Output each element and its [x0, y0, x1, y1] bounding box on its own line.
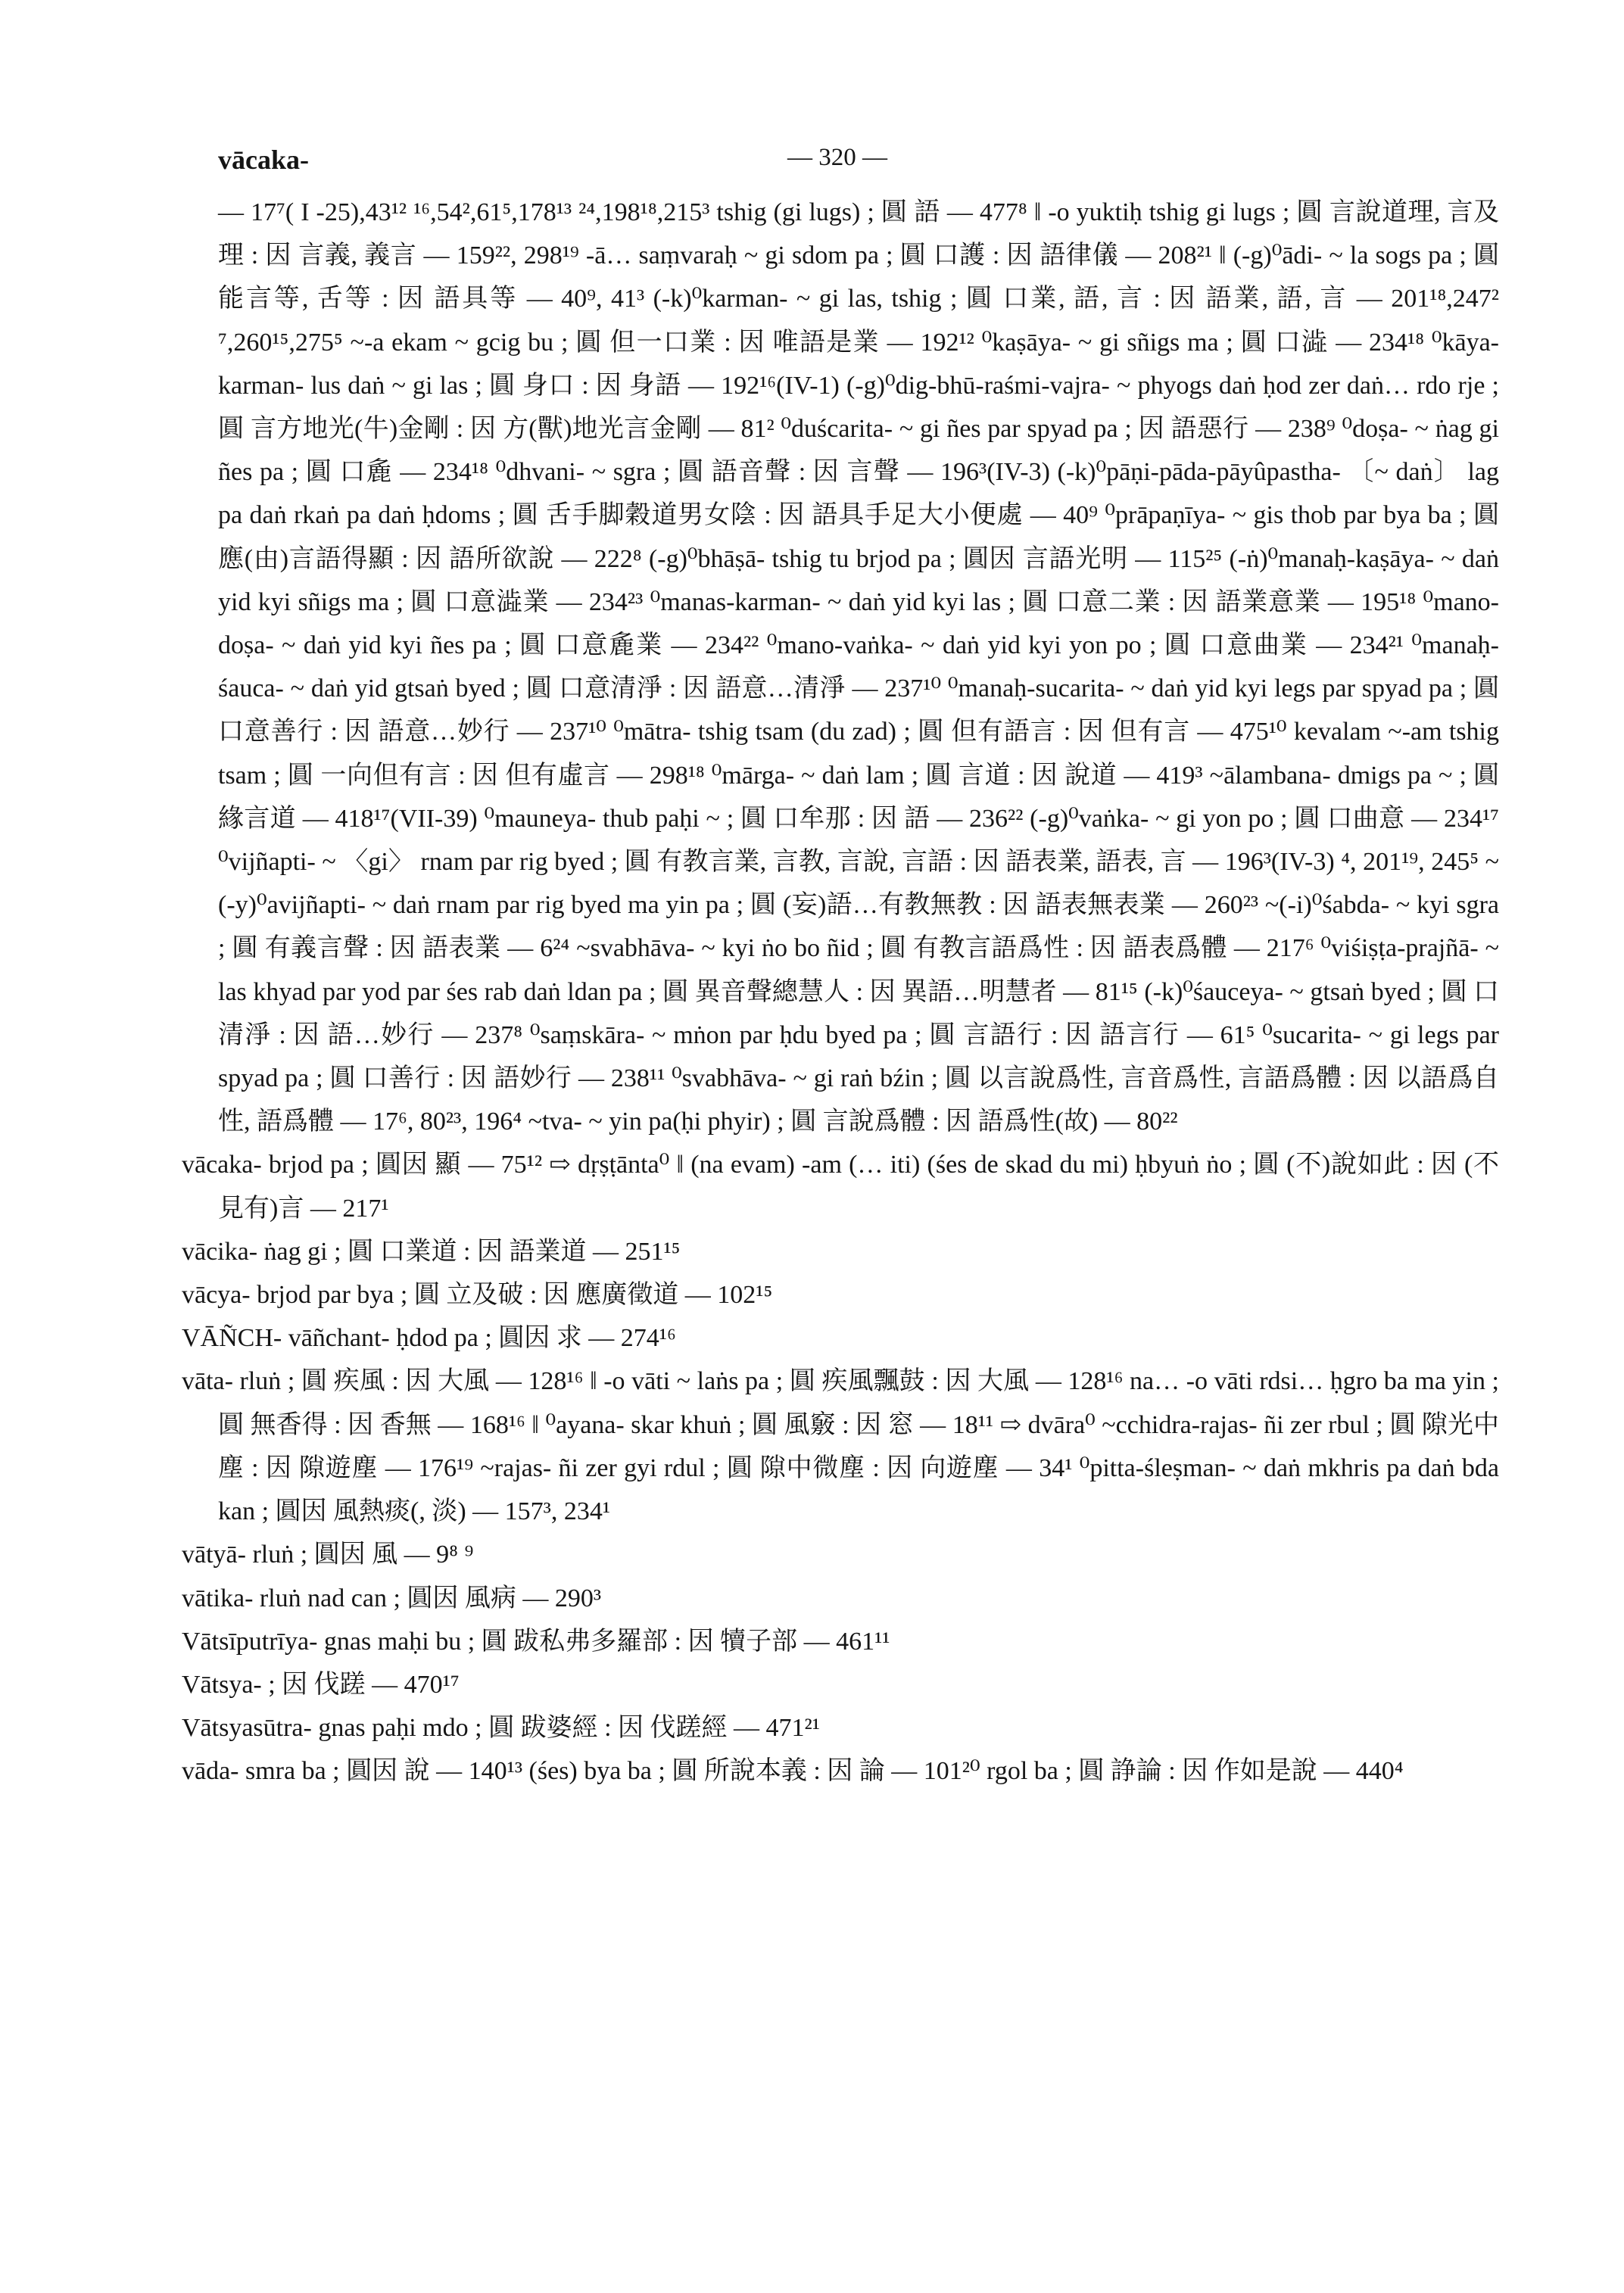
dictionary-body	[182, 191, 1499, 1793]
dictionary-entry: vātyā- rluṅ ; 圓因 風 — 9⁸ ⁹	[182, 1541, 474, 1569]
dictionary-entry: VĀÑCH- vāñchant- ḥdod pa ; 圓因 求 — 274¹⁶	[182, 1324, 676, 1353]
dictionary-entry: Vātsīputrīya- gnas maḥi bu ; 圓 跋私弗多羅部 : 因 犢子部 — 461¹¹	[182, 1627, 890, 1656]
running-head: vācaka-	[218, 145, 309, 175]
dictionary-entry: vāda- smra ba ; 圓因 說 — 140¹³ (śes) bya ba ; 圓 所說本義 : 因 論 — 101²⁰ rgol ba ; 圓 諍論 : 因 作如是說 — 440⁴	[182, 1757, 1404, 1786]
dictionary-entry: — 17⁷( I -25),43¹² ¹⁶,54²,61⁵,178¹³ ²⁴,198¹⁸,215³ tshig (gi lugs) ; 圓 語 — 477⁸ ‖ -o yuktiḥ tshig gi lugs ; 圓 言說道理, 言及理 : 因 言義, 義言 — 159²², 298¹⁹ -ā… saṃvaraḥ ~ gi sdom pa ; 圓 口護 : 因 語律儀 — 208²¹ ‖ (-g)⁰ādi- ~ la sogs pa ; 圓 能言等, 舌等 : 因 語具等 — 40⁹, 41³ (-k)⁰karman- ~ gi las, tshig ; 圓 口業, 語, 言 : 因 語業, 語, 言 — 201¹⁸,247² ⁷,260¹⁵,275⁵ ~-a ekam ~ gcig bu ; 圓 但一口業 : 因 唯語是業 — 192¹² ⁰kaṣāya- ~ gi sñigs ma ; 圓 口澁 — 234¹⁸ ⁰kāya-karman- lus daṅ ~ gi las ; 圓 身口 : 因 身語 — 192¹⁶(IV-1) (-g)⁰dig-bhū-raśmi-vajra- ~ phyogs daṅ ḥod zer daṅ… rdo rje ; 圓 言方地光(牛)金剛 : 因 方(獸)地光言金剛 — 81² ⁰duścarita- ~ gi ñes par spyad pa ; 因 語惡行 — 238⁹ ⁰doṣa- ~ ṅag gi ñes pa ; 圓 口麁 — 234¹⁸ ⁰dhvani- ~ sgra ; 圓 語音聲 : 因 言聲 — 196³(IV-3) (-k)⁰pāṇi-pāda-pāyûpastha- 〔~ daṅ〕 lag pa daṅ rkaṅ pa daṅ ḥdoms ; 圓 舌手脚穀道男女陰 : 因 語具手足大小便處 — 40⁹ ⁰prāpaṇīya- ~ gis thob par bya ba ; 圓 應(由)言語得顯 : 因 語所欲說 — 222⁸ (-g)⁰bhāṣā- tshig tu brjod pa ; 圓因 言語光明 — 115²⁵ (-ṅ)⁰manaḥ-kaṣāya- ~ daṅ yid kyi sñigs ma ; 圓 口意澁業 — 234²³ ⁰manas-karman- ~ daṅ yid kyi las ; 圓 口意二業 : 因 語業意業 — 195¹⁸ ⁰mano-doṣa- ~ daṅ yid kyi ñes pa ; 圓 口意麁業 — 234²² ⁰mano-vaṅka- ~ daṅ yid kyi yon po ; 圓 口意曲業 — 234²¹ ⁰manaḥ-śauca- ~ daṅ yid gtsaṅ byed ; 圓 口意清淨 : 因 語意…清淨 — 237¹⁰ ⁰manaḥ-sucarita- ~ daṅ yid kyi legs par spyad pa ; 圓 口意善行 : 因 語意…妙行 — 237¹⁰ ⁰mātra- tshig tsam (du zad) ; 圓 但有語言 : 因 但有言 — 475¹⁰ kevalam ~-am tshig tsam ; 圓 一向但有言 : 因 但有虛言 — 298¹⁸ ⁰mārga- ~ daṅ lam ; 圓 言道 : 因 說道 — 419³ ~ālambana- dmigs pa ~ ; 圓 緣言道 — 418¹⁷(VII-39) ⁰mauneya- thub paḥi ~ ; 圓 口牟那 : 因 語 — 236²² (-g)⁰vaṅka- ~ gi yon po ; 圓 口曲意 — 234¹⁷ ⁰vijñapti- ~ 〈gi〉 rnam par rig byed ; 圓 有教言業, 言教, 言說, 言語 : 因 語表業, 語表, 言 — 196³(IV-3) ⁴, 201¹⁹, 245⁵ ~(-y)⁰avijñapti- ~ daṅ rnam par rig byed ma yin pa ; 圓 (妄)語…有教無教 : 因 語表無表業 — 260²³ ~(-i)⁰śabda- ~ kyi sgra ; 圓 有義言聲 : 因 語表業 — 6²⁴ ~svabhāva- ~ kyi ṅo bo ñid ; 圓 有教言語爲性 : 因 語表爲體 — 217⁶ ⁰viśiṣṭa-prajñā- ~ las khyad par yod par śes rab daṅ ldan pa ; 圓 異音聲總慧人 : 因 異語…明慧者 — 81¹⁵ (-k)⁰śauceya- ~ gtsaṅ byed ; 圓 口清淨 : 因 語…妙行 — 237⁸ ⁰saṃskāra- ~ mṅon par ḥdu byed pa ; 圓 言語行 : 因 語言行 — 61⁵ ⁰sucarita- ~ gi legs par spyad pa ; 圓 口善行 : 因 語妙行 — 238¹¹ ⁰svabhāva- ~ gi raṅ bźin ; 圓 以言說爲性, 言音爲性, 言語爲體 : 因 以語爲自性, 語爲體 — 17⁶, 80²³, 196⁴ ~tva- ~ yin pa(ḥi phyir) ; 圓 言說爲體 : 因 語爲性(故) — 80²²	[218, 198, 1499, 1136]
dictionary-entry: vāta- rluṅ ; 圓 疾風 : 因 大風 — 128¹⁶ ‖ -o vāti ~ laṅs pa ; 圓 疾風飄鼓 : 因 大風 — 128¹⁶ na… -o vāti rdsi… ḥgro ba ma yin ; 圓 無香得 : 因 香無 — 168¹⁶ ‖ ⁰ayana- skar khuṅ ; 圓 風竅 : 因 窓 — 18¹¹ ⇨ dvāra⁰ ~cchidra-rajas- ñi zer rbul ; 圓 隙光中塵 : 因 隙遊塵 — 176¹⁹ ~rajas- ñi zer gyi rdul ; 圓 隙中微塵 : 因 向遊塵 — 34¹ ⁰pitta-śleṣman- ~ daṅ mkhris pa daṅ bda kan ; 圓因 風熱痰(, 淡) — 157³, 234¹	[182, 1367, 1499, 1526]
dictionary-entry: vācaka- brjod pa ; 圓因 顯 — 75¹² ⇨ dṛṣṭānta⁰ ‖ (na evam) -am (… iti) (śes de skad du mi) ḥbyuṅ ṅo ; 圓 (不)說如此 : 因 (不見有)言 — 217¹	[182, 1151, 1499, 1223]
dictionary-entry: vātika- rluṅ nad can ; 圓因 風病 — 290³	[182, 1584, 602, 1612]
page-number: — 320 —	[787, 144, 887, 171]
dictionary-entry: Vātsya- ; 因 伐蹉 — 470¹⁷	[182, 1670, 460, 1699]
dictionary-entry: vācika- ṅag gi ; 圓 口業道 : 因 語業道 — 251¹⁵	[182, 1237, 681, 1266]
dictionary-entry: vācya- brjod par bya ; 圓 立及破 : 因 應廣徵道 — 102¹⁵	[182, 1281, 773, 1310]
dictionary-entry: Vātsyasūtra- gnas paḥi mdo ; 圓 跋婆經 : 因 伐蹉經 — 471²¹	[182, 1714, 820, 1743]
